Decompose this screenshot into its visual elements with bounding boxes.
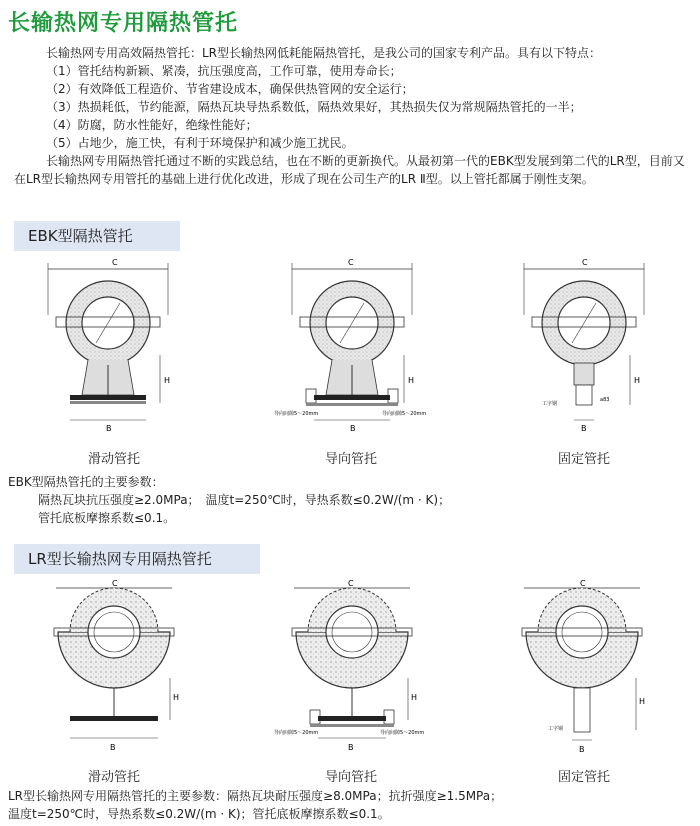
lr-fixed-note: 工字钢 xyxy=(548,726,564,732)
feature-1: （1）管托结构新颖、紧凑，抗压强度高，工作可靠，使用寿命长； xyxy=(46,64,402,78)
lr-h-label-1: H xyxy=(173,693,180,702)
lr-params xyxy=(8,787,502,823)
caption-lr-guide: 导向管托 xyxy=(324,770,377,785)
lr-params-line1: LR型长输热网专用隔热管托的主要参数：隔热瓦块耐压强度≥8.0MPa；抗折强度≥1.5MPa； xyxy=(8,789,503,803)
feature-4: （4）防腐，防水性能好，绝缘性能好； xyxy=(46,118,258,132)
lr-c-label-3: C xyxy=(580,580,586,588)
ebk-params xyxy=(8,473,450,527)
ebk-params-line1: 隔热瓦块抗压强度≥2.0MPa； 温度t=250℃时，导热系数≤0.2W/(m · K)； xyxy=(38,493,451,507)
section-heading-lr: LR型长输热网专用隔热管托 xyxy=(14,544,260,574)
intro-lead: 长输热网专用高效隔热管托：LR型长输热网低耗能隔热管托，是我公司的国家专利产品。具有以下特点： xyxy=(46,46,602,60)
ebk-c-label-1: C xyxy=(112,258,118,267)
lr-guide-drawing xyxy=(274,580,424,752)
lr-sliding-drawing xyxy=(54,580,179,752)
lr-c-label-2: C xyxy=(348,580,354,588)
ebk-guide-note-left: 导向间隙5～20mm xyxy=(274,411,319,417)
ebk-fixed-note: 工字钢 xyxy=(542,401,558,407)
lr-guide-note-right: 导向间隙5～20mm xyxy=(380,730,425,736)
caption-ebk-guide: 导向管托 xyxy=(324,452,377,467)
lr-guide-note-left: 导向间隙5～20mm xyxy=(274,730,319,736)
ebk-params-line2: 管托底板摩擦系数≤0.1。 xyxy=(38,511,176,525)
ebk-h-label-2: H xyxy=(408,376,415,385)
ebk-fixed-drawing xyxy=(524,258,644,433)
ebk-c-label-3: C xyxy=(582,258,588,267)
ebk-guide-note-right: 导向间隙5～20mm xyxy=(382,411,427,417)
feature-2: （2）有效降低工程造价、节省建设成本，确保供热管网的安全运行； xyxy=(46,82,414,96)
ebk-b-label-1: B xyxy=(106,424,112,433)
lr-b-label-1: B xyxy=(110,743,116,752)
ebk-dim-note: a83 xyxy=(600,397,610,403)
intro-block xyxy=(14,44,690,188)
caption-ebk-fixed: 固定管托 xyxy=(557,452,610,467)
lr-c-label-1: C xyxy=(112,580,118,588)
lr-h-label-2: H xyxy=(411,693,418,702)
ebk-c-label-2: C xyxy=(348,258,354,267)
feature-5: （5）占地少，施工快，有利于环境保护和减少施工扰民。 xyxy=(46,136,354,150)
caption-lr-fixed: 固定管托 xyxy=(557,770,610,785)
ebk-drawings xyxy=(30,255,680,445)
lr-b-label-3: B xyxy=(579,745,585,754)
section-heading-ebk: EBK型隔热管托 xyxy=(14,221,180,251)
lr-params-line2: 温度t=250℃时，导热系数≤0.2W/(m · K)；管托底板摩擦系数≤0.1。 xyxy=(8,807,390,821)
ebk-sliding-drawing xyxy=(48,258,170,433)
caption-lr-sliding: 滑动管托 xyxy=(87,770,140,785)
lr-b-label-2: B xyxy=(348,743,354,752)
lr-fixed-drawing xyxy=(522,580,645,754)
caption-ebk-sliding: 滑动管托 xyxy=(87,452,140,467)
ebk-h-label-3: H xyxy=(634,376,641,385)
intro-summary: 长输热网专用隔热管托通过不断的实践总结，也在不断的更新换代。从最初第一代的EBK型发展到第二代的LR型，目前又在LR型长输热网专用管托的基础上进行优化改进，形成了现在公司生产的LR Ⅱ型。以上管托都属于刚性支架。 xyxy=(14,154,685,186)
feature-3: （3）热损耗低，节约能源，隔热瓦块导热系数低，隔热效果好，其热损失仅为常规隔热管托的一半； xyxy=(46,100,582,114)
ebk-h-label-1: H xyxy=(164,376,171,385)
page-title: 长输热网专用隔热管托 xyxy=(8,11,239,36)
ebk-b-label-2: B xyxy=(350,424,356,433)
ebk-guide-drawing xyxy=(274,258,426,433)
lr-drawings xyxy=(30,580,680,762)
lr-h-label-3: H xyxy=(639,697,646,706)
ebk-params-title: EBK型隔热管托的主要参数： xyxy=(8,475,164,489)
ebk-b-label-3: B xyxy=(581,424,587,433)
